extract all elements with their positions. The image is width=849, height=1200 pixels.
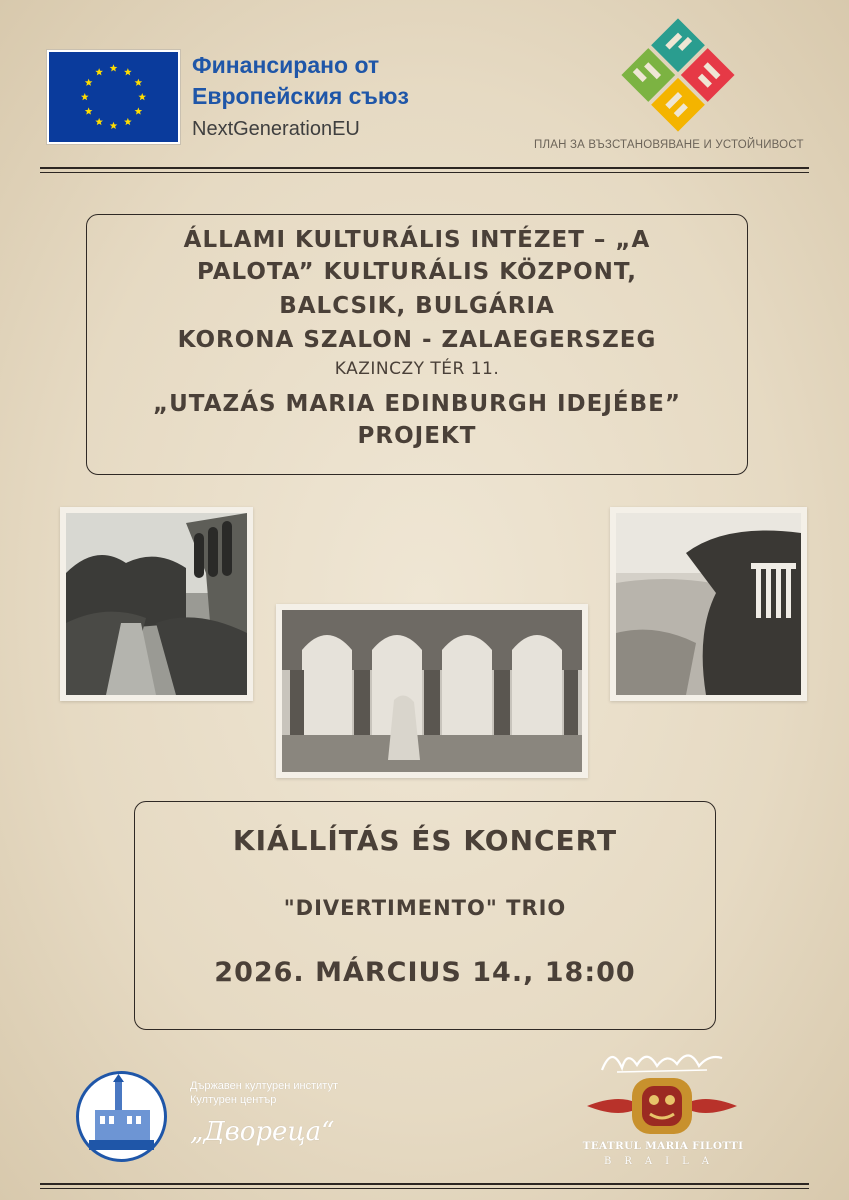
garden-path-photo	[60, 507, 253, 701]
top-divider	[40, 167, 809, 173]
event-title: KIÁLLÍTÁS ÉS KONCERT	[232, 824, 618, 857]
title-line-address: KAZINCZY TÉR 11.	[334, 359, 500, 379]
eu-funding-line1: Финансирано от	[192, 52, 380, 78]
filotti-city: BRAILA	[604, 1156, 722, 1167]
title-line-project: PROJEKT	[357, 423, 477, 449]
title-line-project-name: „UTAZÁS MARIA EDINBURGH IDEJÉBE”	[153, 391, 681, 417]
palace-institute-line: Държавен културен институт	[190, 1080, 339, 1092]
filotti-emblem-logo	[582, 1072, 742, 1140]
colonnade-photo	[276, 604, 588, 778]
title-box	[86, 214, 748, 475]
eu-flag-logo	[47, 50, 180, 144]
palace-center-line: Културен център	[190, 1094, 277, 1106]
filotti-name: TEATRUL MARIA FILOTTI	[582, 1140, 744, 1152]
recovery-plan-caption: ПЛАН ЗА ВЪЗСТАНОВЯВАНЕ И УСТОЙЧИВОСТ	[534, 139, 804, 151]
title-line-4: KORONA SZALON - ZALAEGERSZEG	[177, 327, 657, 353]
title-line-2: PALOTA” KULTURÁLIS KÖZPONT,	[196, 259, 638, 285]
title-line-1: ÁLLAMI KULTURÁLIS INTÉZET – „A	[183, 227, 651, 253]
event-date: 2026. MÁRCIUS 14., 18:00	[214, 957, 636, 988]
eu-funding-line2: Европейския съюз	[192, 83, 409, 109]
event-performer: "DIVERTIMENTO" TRIO	[283, 896, 567, 920]
eu-funding-line3: NextGenerationEU	[192, 118, 360, 140]
recovery-plan-logo	[612, 12, 744, 138]
seaside-photo	[610, 507, 807, 701]
palace-logo	[75, 1070, 168, 1163]
title-line-3: BALCSIK, BULGÁRIA	[279, 293, 555, 319]
event-box	[134, 801, 716, 1030]
bottom-divider	[40, 1183, 809, 1189]
palace-name: „Двореца“	[190, 1117, 335, 1147]
